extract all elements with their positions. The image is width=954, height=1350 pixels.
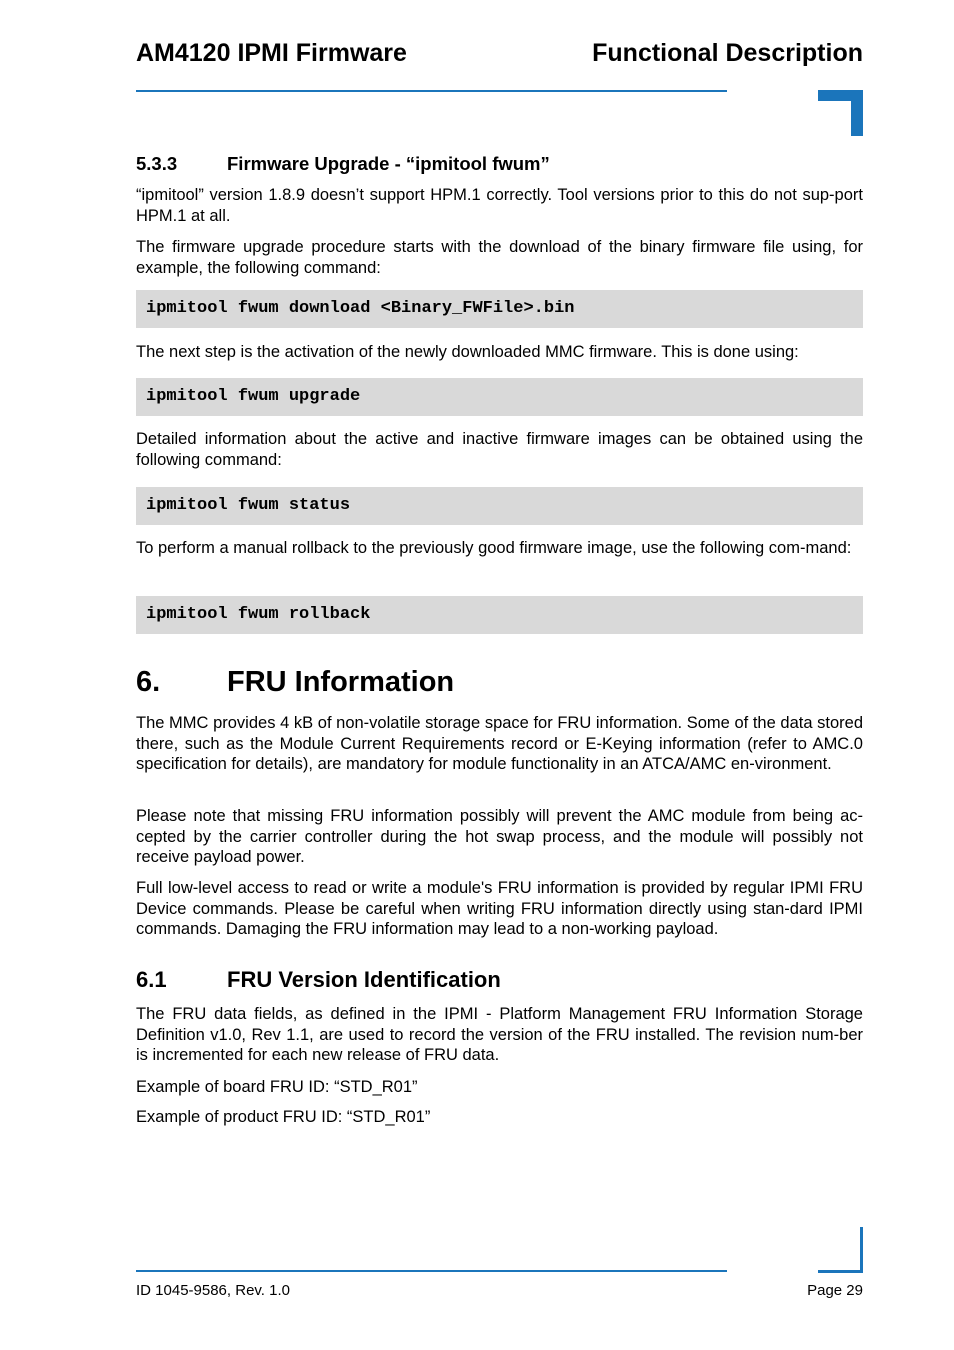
paragraph: Example of board FRU ID: “STD_R01” [136, 1078, 418, 1096]
section-number: 5.3.3 [136, 153, 178, 174]
section-title: Firmware Upgrade - “ipmitool fwum” [227, 153, 550, 174]
paragraph: Example of product FRU ID: “STD_R01” [136, 1108, 431, 1126]
corner-mark-top [818, 90, 863, 136]
footer-page-number: Page 29 [807, 1282, 863, 1299]
paragraph: Please note that missing FRU information possibly will prevent the AMC module from being ac-cepted by the carrier controller during the hot swap process, and the module will possibly not receive payload power. [136, 807, 863, 867]
paragraph: To perform a manual rollback to the previously good firmware image, use the following com-mand: [136, 539, 852, 557]
footer-doc-id: ID 1045-9586, Rev. 1.0 [136, 1282, 290, 1299]
header-title: AM4120 IPMI Firmware [136, 39, 407, 67]
corner-mark-bottom [818, 1227, 863, 1273]
section-heading-5-3-3 [136, 153, 550, 175]
paragraph: “ipmitool” version 1.8.9 doesn’t support HPM.1 correctly. Tool versions prior to this do not sup-port HPM.1 at all. [136, 186, 863, 225]
paragraph: The firmware upgrade procedure starts with the download of the binary firmware file using, for example, the following command: [136, 238, 863, 277]
code-block: ipmitool fwum rollback [136, 596, 863, 634]
section-number: 6.1 [136, 967, 167, 992]
code-block: ipmitool fwum status [136, 487, 863, 525]
chapter-number: 6. [136, 666, 161, 698]
header-section-title: Functional Description [592, 39, 863, 67]
code-block: ipmitool fwum upgrade [136, 378, 863, 416]
paragraph: The next step is the activation of the newly downloaded MMC firmware. This is done using: [136, 343, 799, 361]
chapter-title: FRU Information [227, 666, 455, 698]
chapter-heading-6 [136, 665, 454, 699]
paragraph: Detailed information about the active and inactive firmware images can be obtained using the following command: [136, 430, 863, 469]
footer-rule [136, 1270, 727, 1272]
section-title: FRU Version Identification [227, 967, 501, 992]
paragraph: The FRU data fields, as defined in the IPMI - Platform Management FRU Information Storage Definition v1.0, Rev 1.1, are used to record the version of the FRU installed. The revision num-ber is incremented for each new release of FRU data. [136, 1005, 863, 1065]
code-block: ipmitool fwum download <Binary_FWFile>.bin [136, 290, 863, 328]
header-rule [136, 90, 727, 92]
paragraph: The MMC provides 4 kB of non-volatile storage space for FRU information. Some of the data stored there, such as the Module Current Requirements record or E-Keying information (refer to AMC.0 specification for details), are mandatory for module functionality in an ATCA/AMC en-vironment. [136, 714, 863, 774]
section-heading-6-1 [136, 967, 501, 993]
paragraph: Full low-level access to read or write a module's FRU information is provided by regular IPMI FRU Device commands. Please be careful when writing FRU information directly using stan-dard IPMI commands. Damaging the FRU information may lead to a non-working payload. [136, 879, 863, 939]
